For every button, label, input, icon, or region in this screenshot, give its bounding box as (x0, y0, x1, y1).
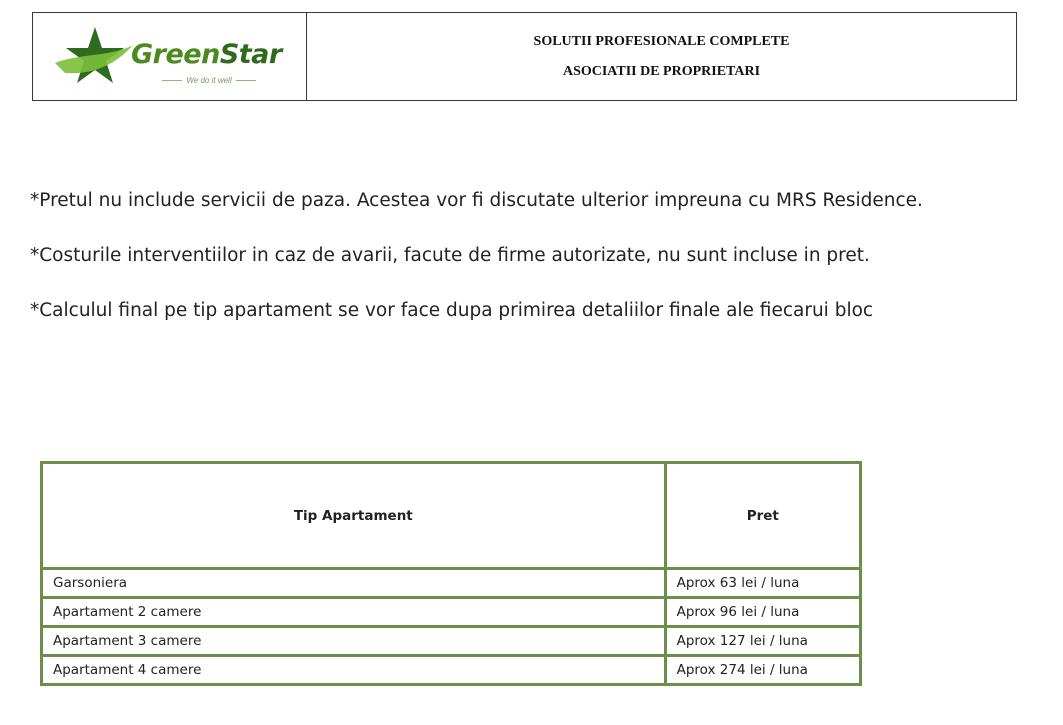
note-intervention-costs: *Costurile interventiilor in caz de avarii, facute de firme autorizate, nu sunt incluse in pret. (30, 245, 870, 266)
logo-tagline-text: We do it well (186, 76, 232, 85)
header-title-line2: ASOCIATII DE PROPRIETARI (562, 63, 761, 79)
apartment-type-cell: Apartament 2 camere (42, 598, 666, 627)
apartment-type-cell: Garsoniera (42, 569, 666, 598)
apartment-type-cell: Apartament 4 camere (42, 656, 666, 685)
document-header (32, 12, 1017, 101)
column-header-price: Pret (665, 463, 860, 569)
table-row (42, 627, 861, 656)
price-cell: Aprox 63 lei / luna (665, 569, 860, 598)
header-title-line1: SOLUTII PROFESIONALE COMPLETE (533, 33, 790, 49)
note-final-calculation: *Calculul final pe tip apartament se vor face dupa primirea detaliilor finale ale fiecarui bloc (30, 300, 874, 321)
note-security: *Pretul nu include servicii de paza. Acestea vor fi discutate ulterior impreuna cu MRS Residence. (30, 190, 923, 211)
table-row (42, 598, 861, 627)
price-cell: Aprox 96 lei / luna (665, 598, 860, 627)
column-header-apartment-type: Tip Apartament (42, 463, 666, 569)
logo-wordmark (131, 39, 282, 70)
table-row (42, 656, 861, 685)
table-row (42, 569, 861, 598)
green-star-logo-icon (51, 23, 135, 91)
price-table (40, 461, 862, 686)
logo-tagline (145, 76, 273, 85)
table-header-row (42, 463, 861, 569)
price-cell: Aprox 274 lei / luna (665, 656, 860, 685)
logo-wordmark-green: Green (131, 39, 220, 70)
logo-cell (33, 13, 307, 100)
apartment-type-cell: Apartament 3 camere (42, 627, 666, 656)
header-title-cell (307, 13, 1016, 100)
logo-wordmark-star: Star (219, 39, 282, 70)
price-cell: Aprox 127 lei / luna (665, 627, 860, 656)
